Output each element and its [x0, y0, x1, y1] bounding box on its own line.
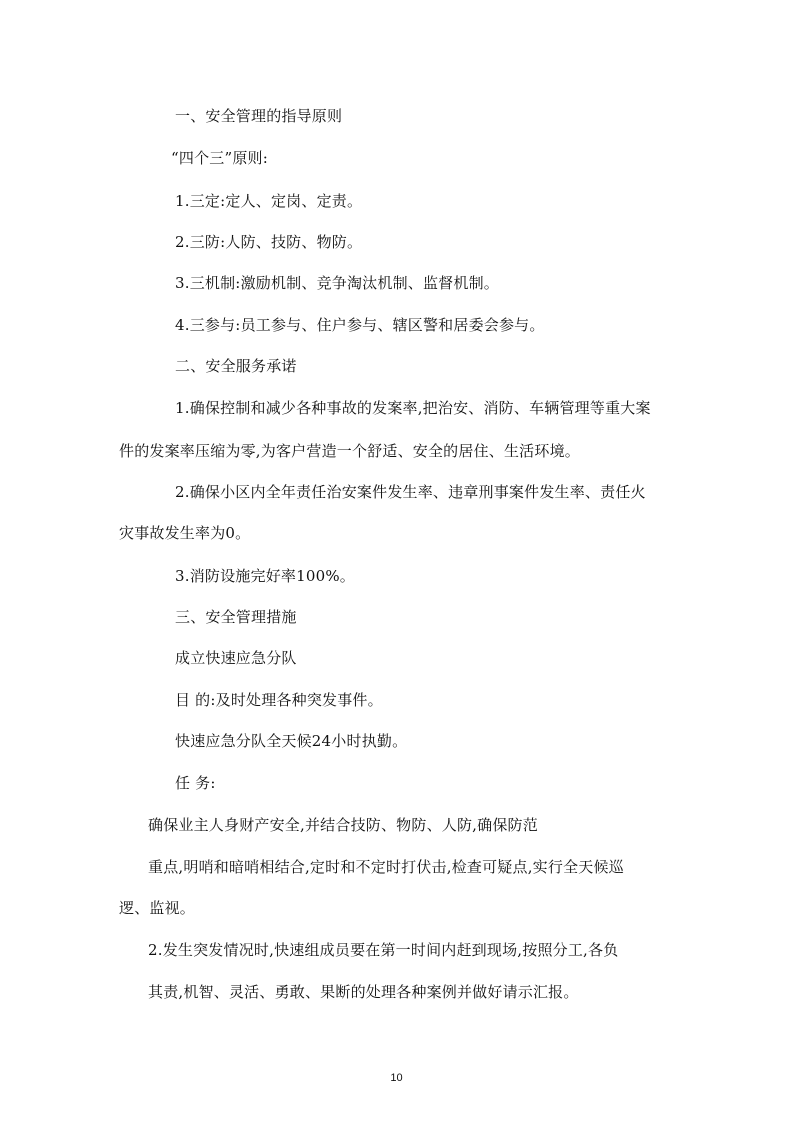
paragraph-line: 逻、监视。 [119, 899, 196, 917]
section-heading-commitment: 二、安全服务承诺 [175, 357, 297, 375]
paragraph-line: 其责,机智、灵活、勇敢、果断的处理各种案例并做好请示汇报。 [148, 983, 579, 1001]
paragraph-line: 目 的:及时处理各种突发事件。 [175, 691, 383, 709]
paragraph-line: 2.发生突发情况时,快速组成员要在第一时间内赶到现场,按照分工,各负 [148, 941, 619, 959]
paragraph-line: 3.三机制:激励机制、竞争淘汰机制、监督机制。 [175, 274, 499, 292]
paragraph-line: 确保业主人身财产安全,并结合技防、物防、人防,确保防范 [148, 816, 538, 834]
paragraph-line: 4.三参与:员工参与、住户参与、辖区警和居委会参与。 [175, 316, 545, 334]
paragraph-line: 1.确保控制和减少各种事故的发案率,把治安、消防、车辆管理等重大案 [175, 399, 651, 417]
paragraph-line: 2.确保小区内全年责任治安案件发生率、违章刑事案件发生率、责任火 [175, 483, 646, 501]
paragraph-line: 件的发案率压缩为零,为客户营造一个舒适、安全的居住、生活环境。 [119, 442, 580, 460]
paragraph-line: 1.三定:定人、定岗、定责。 [175, 192, 363, 210]
paragraph-line: 3.消防设施完好率100%。 [175, 567, 355, 585]
paragraph-line: 快速应急分队全天候24小时执勤。 [175, 732, 408, 750]
paragraph-line: 任 务: [175, 774, 216, 792]
paragraph-line: 灾事故发生率为0。 [119, 524, 251, 542]
section-heading-principles: 一、安全管理的指导原则 [175, 107, 343, 125]
page-number: 10 [390, 1072, 403, 1084]
paragraph-line: 重点,明哨和暗哨相结合,定时和不定时打伏击,检查可疑点,实行全天候巡 [148, 858, 624, 876]
paragraph-line: 2.三防:人防、技防、物防。 [175, 233, 363, 251]
paragraph-line: “四个三”原则: [171, 149, 268, 167]
paragraph-line: 成立快速应急分队 [175, 649, 297, 667]
section-heading-measures: 三、安全管理措施 [175, 608, 297, 626]
